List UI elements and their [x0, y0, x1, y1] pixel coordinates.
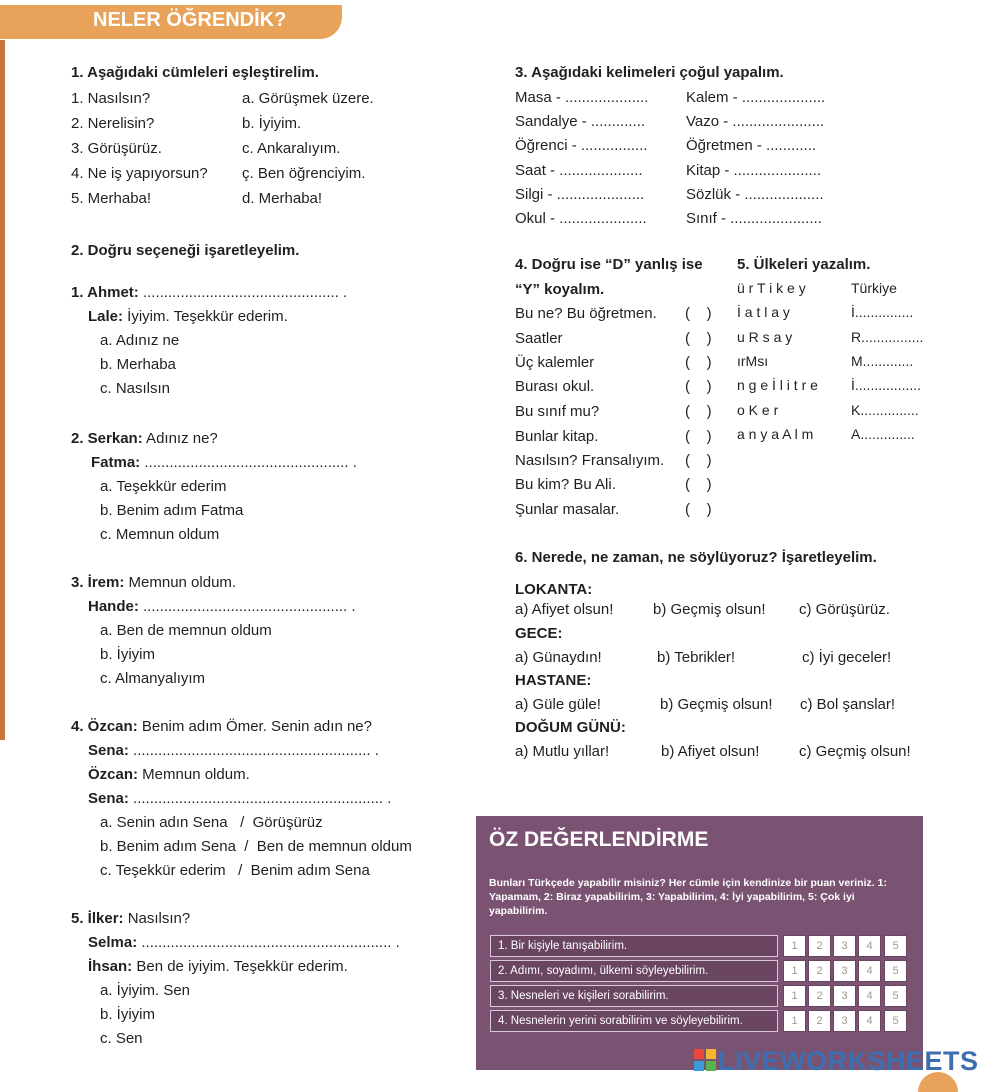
- score-cell[interactable]: 4: [858, 985, 881, 1007]
- s5-answer[interactable]: K...............: [851, 402, 919, 418]
- liveworksheets-logo-icon: [694, 1049, 716, 1071]
- speaker-name: 5. İlker:: [71, 910, 124, 927]
- score-cell[interactable]: 1: [783, 935, 806, 957]
- s4-statement: Bunlar kitap.: [515, 428, 599, 445]
- s1-right-item: d. Merhaba!: [242, 190, 323, 207]
- s6-option[interactable]: a) Afiyet olsun!: [515, 601, 614, 618]
- s2-d1-option[interactable]: c. Nasılsın: [100, 380, 171, 397]
- self-assessment-row: 2. Adımı, soyadımı, ülkemi söyleyebilirim.: [490, 960, 778, 982]
- score-cell[interactable]: 2: [808, 960, 831, 982]
- s5-heading: 5. Ülkeleri yazalım.: [737, 256, 871, 273]
- score-cell[interactable]: 2: [808, 985, 831, 1007]
- self-assessment-row: 1. Bir kişiyle tanışabilirim.: [490, 935, 778, 957]
- s2-d1-line2: [88, 308, 288, 325]
- s2-d2-option[interactable]: a. Teşekkür ederim: [100, 478, 227, 495]
- s2-d3-line2: [88, 598, 356, 615]
- s5-scrambled: a n y a A l m: [737, 426, 814, 442]
- self-assessment-title: ÖZ DEĞERLENDİRME: [489, 828, 709, 851]
- score-cell[interactable]: 1: [783, 1010, 806, 1032]
- s2-d5-option[interactable]: b. İyiyim: [100, 1006, 156, 1023]
- s5-scrambled: o K e r: [737, 402, 779, 418]
- s5-answer[interactable]: İ...............: [851, 304, 914, 320]
- speaker-name: Özcan:: [88, 766, 139, 783]
- s1-left-item: 3. Görüşürüz.: [71, 140, 162, 157]
- speaker-name: 1. Ahmet:: [71, 284, 139, 301]
- s6-option[interactable]: b) Afiyet olsun!: [661, 743, 760, 760]
- s1-right-item: a. Görüşmek üzere.: [242, 90, 374, 107]
- s6-option[interactable]: c) Görüşürüz.: [799, 601, 890, 618]
- s3-word[interactable]: Masa - ....................: [515, 89, 649, 106]
- score-cell[interactable]: 5: [884, 935, 907, 957]
- s2-d4-option[interactable]: a. Senin adın Sena / Görüşürüz: [100, 814, 323, 831]
- s4-statement: Bu ne? Bu öğretmen.: [515, 305, 657, 322]
- answer-parens[interactable]: ( ): [685, 330, 712, 347]
- s1-right-item: b. İyiyim.: [242, 115, 302, 132]
- score-cell[interactable]: 3: [833, 935, 856, 957]
- s2-d3-option[interactable]: b. İyiyim: [100, 646, 156, 663]
- s2-d2-option[interactable]: c. Memnun oldum: [100, 526, 220, 543]
- speaker-name: 2. Serkan:: [71, 430, 143, 447]
- s5-answer: Türkiye: [851, 280, 897, 296]
- s6-group-label: HASTANE:: [515, 672, 592, 689]
- dialogue-text: İyiyim. Teşekkür ederim.: [123, 308, 288, 325]
- s4-statement: Burası okul.: [515, 378, 595, 395]
- s5-scrambled: ü r T i k e y: [737, 280, 806, 296]
- answer-blank[interactable]: ................................................. .: [138, 598, 356, 615]
- speaker-name: İhsan:: [88, 958, 133, 975]
- s2-d1-option[interactable]: a. Adınız ne: [100, 332, 180, 349]
- dialogue-text: Memnun oldum.: [124, 574, 237, 591]
- s2-d4-option[interactable]: c. Teşekkür ederim / Benim adım Sena: [100, 862, 370, 879]
- s2-d5-line1: [71, 910, 190, 927]
- speaker-name: Selma:: [88, 934, 138, 951]
- s2-d4-line1: [71, 718, 372, 735]
- answer-parens[interactable]: ( ): [685, 501, 712, 518]
- s3-word[interactable]: Vazo - ......................: [686, 113, 825, 130]
- answer-blank[interactable]: ............................................................ .: [128, 790, 392, 807]
- s2-d1-line1: [71, 284, 347, 301]
- score-cell[interactable]: 5: [884, 960, 907, 982]
- s6-heading: 6. Nerede, ne zaman, ne söylüyoruz? İşaretleyelim.: [515, 549, 877, 566]
- s2-d4-line3: [88, 766, 250, 783]
- speaker-name: Sena:: [88, 742, 129, 759]
- s1-right-item: ç. Ben öğrenciyim.: [242, 165, 366, 182]
- s2-d2-line2: [91, 454, 357, 471]
- s1-left-item: 2. Nerelisin?: [71, 115, 155, 132]
- s4-statement: Nasılsın? Fransalıyım.: [515, 452, 665, 469]
- dialogue-text: Nasılsın?: [123, 910, 191, 927]
- speaker-name: Sena:: [88, 790, 129, 807]
- s2-d3-option[interactable]: a. Ben de memnun oldum: [100, 622, 272, 639]
- s5-answer[interactable]: R................: [851, 329, 924, 345]
- s2-d3-option[interactable]: c. Almanyalıyım: [100, 670, 206, 687]
- dialogue-text: Benim adım Ömer. Senin adın ne?: [137, 718, 372, 735]
- s6-option[interactable]: b) Geçmiş olsun!: [660, 696, 773, 713]
- speaker-name: 3. İrem:: [71, 574, 125, 591]
- s3-word[interactable]: Sandalye - .............: [515, 113, 646, 130]
- s2-d5-line3: [88, 958, 348, 975]
- s2-d5-line2: [88, 934, 400, 951]
- s2-d5-option[interactable]: a. İyiyim. Sen: [100, 982, 191, 999]
- dialogue-text: Ben de iyiyim. Teşekkür ederim.: [132, 958, 348, 975]
- s2-d5-option[interactable]: c. Sen: [100, 1030, 143, 1047]
- s4-statement: Bu sınıf mu?: [515, 403, 600, 420]
- s1-left-item: 4. Ne iş yapıyorsun?: [71, 165, 208, 182]
- s5-answer[interactable]: A..............: [851, 426, 915, 442]
- speaker-name: Lale:: [88, 308, 124, 325]
- speaker-name: 4. Özcan:: [71, 718, 138, 735]
- s6-option[interactable]: c) Bol şanslar!: [800, 696, 896, 713]
- s4-heading: 4. Doğru ise “D” yanlış ise: [515, 256, 703, 273]
- s2-d4-line2: [88, 742, 379, 759]
- score-cell[interactable]: 3: [833, 1010, 856, 1032]
- s4-statement: Üç kalemler: [515, 354, 595, 371]
- s1-right-item: c. Ankaralıyım.: [242, 140, 341, 157]
- speaker-name: Fatma:: [91, 454, 141, 471]
- s2-d2-line1: [71, 430, 218, 447]
- left-edge-stripe: [0, 40, 5, 740]
- answer-parens[interactable]: ( ): [685, 428, 712, 445]
- self-assessment-row: 3. Nesneleri ve kişileri sorabilirim.: [490, 985, 778, 1007]
- s4-heading-cont: “Y” koyalım.: [515, 281, 605, 298]
- score-cell[interactable]: 4: [858, 960, 881, 982]
- answer-blank[interactable]: ............................................................ .: [137, 934, 400, 951]
- liveworksheets-brand: LIVEWORKSHEETS: [718, 1046, 979, 1076]
- s2-d1-option[interactable]: b. Merhaba: [100, 356, 176, 373]
- s2-d4-option[interactable]: b. Benim adım Sena / Ben de memnun oldum: [100, 838, 412, 855]
- page-title: NELER ÖĞRENDİK?: [93, 9, 287, 31]
- answer-parens[interactable]: ( ): [685, 452, 712, 469]
- self-assessment-row: 4. Nesnelerin yerini sorabilirim ve söyleyebilirim.: [490, 1010, 778, 1032]
- dialogue-text: Memnun oldum.: [138, 766, 250, 783]
- s3-word[interactable]: Öğretmen - ............: [686, 137, 817, 154]
- s6-option[interactable]: c) Geçmiş olsun!: [799, 743, 911, 760]
- s6-option[interactable]: a) Güle güle!: [515, 696, 601, 713]
- score-cell[interactable]: 4: [858, 935, 881, 957]
- s2-d3-line1: [71, 574, 236, 591]
- s4-statement: Şunlar masalar.: [515, 501, 620, 518]
- score-cell[interactable]: 1: [783, 985, 806, 1007]
- s3-word[interactable]: Silgi - .....................: [515, 186, 645, 203]
- score-cell[interactable]: 2: [808, 1010, 831, 1032]
- s4-statement: Saatler: [515, 330, 563, 347]
- s3-word[interactable]: Saat - ....................: [515, 162, 643, 179]
- score-cell[interactable]: 5: [884, 985, 907, 1007]
- s1-heading: 1. Aşağıdaki cümleleri eşleştirelim.: [71, 64, 319, 81]
- s6-option[interactable]: a) Günaydın!: [515, 649, 602, 666]
- answer-blank[interactable]: ................................................. .: [140, 454, 357, 471]
- s3-word[interactable]: Sınıf - ......................: [686, 210, 822, 227]
- s4-statement: Bu kim? Bu Ali.: [515, 476, 616, 493]
- score-cell[interactable]: 4: [858, 1010, 881, 1032]
- s2-d4-line4: [88, 790, 391, 807]
- s6-option[interactable]: b) Geçmiş olsun!: [653, 601, 766, 618]
- s6-group-label: DOĞUM GÜNÜ:: [515, 719, 626, 736]
- s3-word[interactable]: Kalem - ....................: [686, 89, 826, 106]
- score-cell[interactable]: 2: [808, 935, 831, 957]
- s6-option[interactable]: c) İyi geceler!: [802, 649, 892, 666]
- score-cell[interactable]: 1: [783, 960, 806, 982]
- answer-parens[interactable]: ( ): [685, 403, 712, 420]
- score-cell[interactable]: 3: [833, 960, 856, 982]
- answer-blank[interactable]: ......................................................... .: [128, 742, 379, 759]
- answer-blank[interactable]: ............................................... .: [138, 284, 348, 301]
- s3-word[interactable]: Sözlük - ...................: [686, 186, 824, 203]
- s5-answer[interactable]: İ.................: [851, 377, 922, 393]
- answer-parens[interactable]: ( ): [685, 305, 712, 322]
- s5-scrambled: ırMsı: [737, 353, 769, 369]
- score-cell[interactable]: 3: [833, 985, 856, 1007]
- answer-parens[interactable]: ( ): [685, 378, 712, 395]
- s5-scrambled: İ a t l a y: [737, 304, 790, 320]
- s3-word[interactable]: Öğrenci - ................: [515, 137, 648, 154]
- s2-d2-option[interactable]: b. Benim adım Fatma: [100, 502, 244, 519]
- answer-parens[interactable]: ( ): [685, 354, 712, 371]
- s5-scrambled: u R s a y: [737, 329, 793, 345]
- score-cell[interactable]: 5: [884, 1010, 907, 1032]
- s3-word[interactable]: Okul - .....................: [515, 210, 647, 227]
- s1-left-item: 5. Merhaba!: [71, 190, 152, 207]
- s6-option[interactable]: b) Tebrikler!: [657, 649, 736, 666]
- answer-parens[interactable]: ( ): [685, 476, 712, 493]
- speaker-name: Hande:: [88, 598, 139, 615]
- s2-heading: 2. Doğru seçeneği işaretleyelim.: [71, 242, 300, 259]
- s6-group-label: LOKANTA:: [515, 581, 593, 598]
- self-assessment-desc: Bunları Türkçede yapabilir misiniz? Her cümle için kendinize bir puan veriniz. 1: Yapamam, 2: Biraz yapabilirim, 3: Yapabilirim, 4: İyi yapabilirim, 5: Çok iyi yapabilirim.: [489, 877, 887, 917]
- s6-option[interactable]: a) Mutlu yıllar!: [515, 743, 610, 760]
- s6-group-label: GECE:: [515, 625, 563, 642]
- s5-answer[interactable]: M.............: [851, 353, 914, 369]
- s5-scrambled: n g e İ l i t r e: [737, 377, 818, 393]
- s3-word[interactable]: Kitap - .....................: [686, 162, 822, 179]
- dialogue-text: Adınız ne?: [142, 430, 218, 447]
- s1-left-item: 1. Nasılsın?: [71, 90, 151, 107]
- s3-heading: 3. Aşağıdaki kelimeleri çoğul yapalım.: [515, 64, 784, 81]
